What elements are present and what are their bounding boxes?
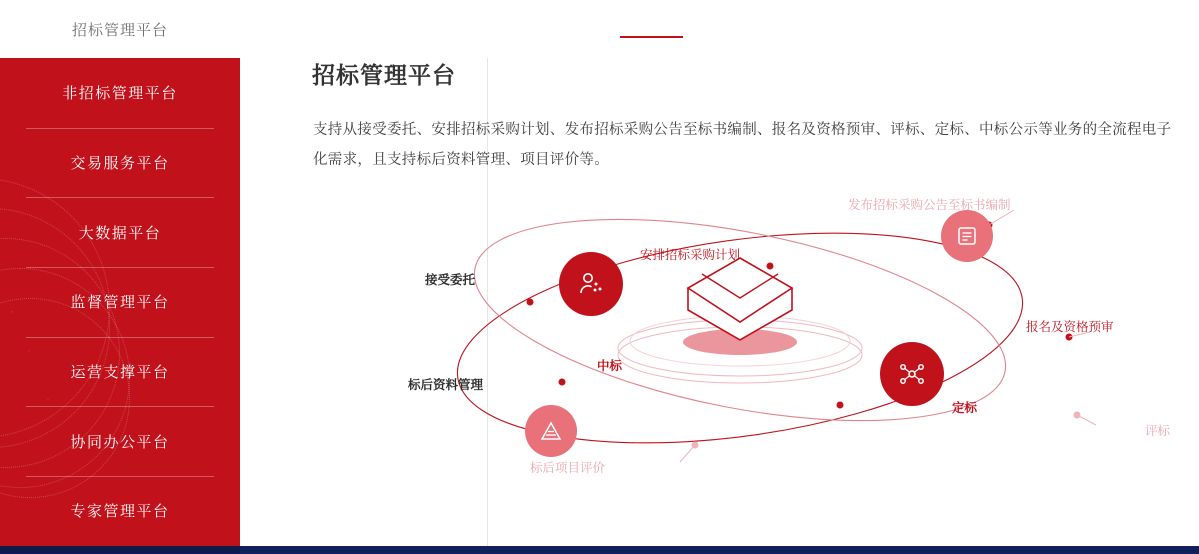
sidebar-item-supervision[interactable] <box>0 267 240 337</box>
process-flow-diagram <box>300 170 1180 500</box>
bottom-bar-left-segment <box>0 546 240 554</box>
sidebar-item-label: 运营支撑平台 <box>70 364 170 382</box>
label-registration-prequalification: 报名及资格预审 <box>1026 320 1114 334</box>
sidebar-item-label: 专家管理平台 <box>70 503 170 521</box>
sidebar-item-label: 大数据平台 <box>78 224 162 242</box>
label-publish-notice: 发布招标采购公告至标书编制 <box>848 198 1011 212</box>
user-node-icon <box>577 270 605 298</box>
sidebar-item-collaboration[interactable] <box>0 406 240 476</box>
node-award-decision-circle[interactable] <box>880 342 944 406</box>
sidebar-item-trade-service[interactable] <box>0 128 240 198</box>
sidebar <box>0 0 240 546</box>
node-publish-notice-circle[interactable] <box>941 210 993 262</box>
sidebar-item-label: 非招标管理平台 <box>62 85 178 103</box>
sidebar-item-non-bidding[interactable] <box>0 58 240 128</box>
page-title: 招标管理平台 <box>312 62 456 89</box>
diagram-orbits <box>300 170 1180 500</box>
sidebar-item-big-data[interactable] <box>0 197 240 267</box>
main-content <box>240 0 1199 546</box>
node-arrange-plan-circle[interactable] <box>559 252 623 316</box>
network-node-icon <box>897 359 927 389</box>
chart-node-icon <box>539 419 563 443</box>
label-post-bid-docs: 标后资料管理 <box>408 378 484 392</box>
sidebar-platform-list <box>0 58 240 546</box>
label-bid-evaluation: 评标 <box>1145 424 1171 438</box>
label-accept-entrust: 接受委托 <box>425 273 476 287</box>
sidebar-item-operation-support[interactable] <box>0 337 240 407</box>
sidebar-item-label: 协同办公平台 <box>70 433 170 451</box>
label-post-bid-review: 标后项目评价 <box>530 461 606 475</box>
sidebar-active-platform-label[interactable]: 招标管理平台 <box>71 21 168 39</box>
label-win-bid: 中标 <box>597 359 623 373</box>
sidebar-item-label: 交易服务平台 <box>70 155 170 173</box>
document-node-icon <box>955 224 979 248</box>
label-award-decision: 定标 <box>952 401 978 415</box>
sidebar-item-expert[interactable] <box>0 476 240 546</box>
accent-rule <box>620 36 683 38</box>
label-arrange-plan: 安排招标采购计划 <box>640 248 741 262</box>
sidebar-item-label: 监督管理平台 <box>70 294 170 312</box>
page-description: 支持从接受委托、安排招标采购计划、发布招标采购公告至标书编制、报名及资格预审、评标、定标、中标公示等业务的全流程电子化需求，且支持标后资料管理、项目评价等。 <box>313 121 1172 168</box>
node-post-bid-review-circle[interactable] <box>525 405 577 457</box>
bottom-bar <box>0 546 1199 554</box>
